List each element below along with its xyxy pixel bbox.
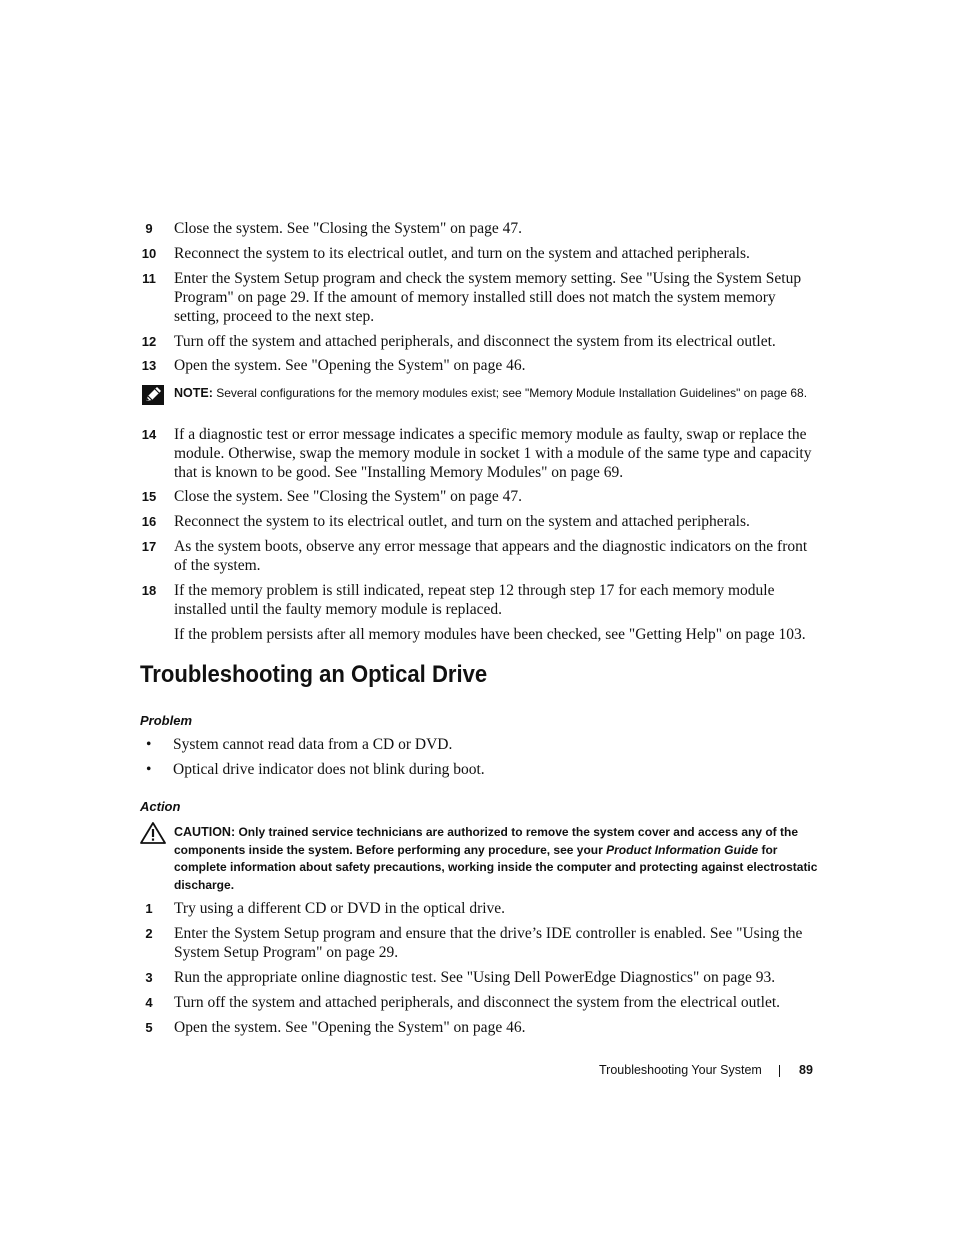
note-text: [174, 384, 818, 402]
bullet-text: Optical drive indicator does not blink during boot.: [173, 761, 485, 778]
step-text: Try using a different CD or DVD in the optical drive.: [174, 900, 506, 917]
note-label: NOTE:: [174, 386, 213, 400]
step-1: [138, 899, 818, 918]
step-number: 10: [141, 246, 157, 261]
step-9: [138, 219, 818, 238]
followup-paragraph: If the problem persists after all memory modules have been checked, see "Getting Help" on page 103.: [174, 626, 806, 643]
footer-chapter-title: Troubleshooting Your System: [599, 1063, 762, 1077]
step-text: As the system boots, observe any error message that appears and the diagnostic indicators on the front of the system.: [174, 538, 808, 574]
step-text: If the memory problem is still indicated, repeat step 12 through step 17 for each memory module installed until the faulty memory module is replaced.: [174, 582, 775, 618]
step-text: Turn off the system and attached peripherals, and disconnect the system from the electrical outlet.: [174, 994, 781, 1011]
step-11: [138, 269, 818, 326]
step-text: Run the appropriate online diagnostic test. See "Using Dell PowerEdge Diagnostics" on page 93.: [174, 969, 776, 986]
note-block: [138, 384, 818, 402]
step-text: Enter the System Setup program and ensure that the drive’s IDE controller is enabled. See "Using the System Setup Program" on page 29.: [174, 925, 803, 961]
caution-guide-title: Product Information Guide: [606, 842, 759, 857]
footer-divider: [779, 1065, 780, 1077]
problem-heading: Problem: [140, 713, 193, 728]
page-number: 89: [799, 1063, 813, 1077]
step-15: [138, 487, 818, 506]
bullet-text: System cannot read data from a CD or DVD.: [173, 736, 453, 753]
step-text: Enter the System Setup program and check the system memory setting. See "Using the System Setup Program" on page 29. If the amount of memory installed still does not match the system memory setting, proceed to the next step.: [174, 270, 802, 325]
step-3: [138, 968, 818, 987]
bullet-marker: •: [146, 736, 152, 753]
step-18: [138, 581, 818, 619]
step-text: Reconnect the system to its electrical outlet, and turn on the system and attached peripherals.: [174, 513, 750, 530]
warning-triangle-icon: [140, 822, 166, 844]
action-heading: Action: [140, 799, 181, 814]
step-number: 11: [142, 271, 156, 286]
step-17: [138, 537, 818, 575]
step-10: [138, 244, 818, 263]
note-pencil-icon: [142, 385, 164, 405]
step-text: Turn off the system and attached peripherals, and disconnect the system from its electrical outlet.: [174, 333, 776, 350]
problem-bullet: [146, 760, 816, 779]
step-16: [138, 512, 818, 531]
step-text: Close the system. See "Closing the System" on page 47.: [174, 220, 523, 237]
caution-body-2: for complete information about safety precautions, working inside the computer and protecting against electrostatic discharge.: [174, 842, 818, 892]
step-number: 14: [141, 427, 157, 442]
problem-bullet: [146, 735, 816, 754]
caution-body-1: Only trained service technicians are authorized to remove the system cover and access any of the components inside the system. Before performing any procedure, see your: [174, 825, 799, 857]
step-number: 13: [141, 358, 157, 373]
step-number: 18: [141, 583, 157, 598]
bullet-marker: •: [146, 761, 152, 778]
step-text: Open the system. See "Opening the System" on page 46.: [174, 1019, 526, 1036]
step-13: [138, 356, 818, 375]
caution-block: [138, 824, 818, 894]
step-text: If a diagnostic test or error message indicates a specific memory module as faulty, swap or replace the module. Otherwise, swap the memory module in socket 1 with a module of the same type and capacity that is known to be good. See "Installing Memory Modules" on page 69.: [174, 426, 812, 481]
step-text: Close the system. See "Closing the System" on page 47.: [174, 488, 523, 505]
caution-label: CAUTION:: [174, 825, 236, 839]
step-number: 3: [145, 970, 153, 985]
step-number: 16: [141, 514, 157, 529]
caution-text: [174, 824, 818, 894]
page-footer: [599, 1061, 819, 1081]
step-number: 9: [145, 221, 153, 236]
step-text: Reconnect the system to its electrical outlet, and turn on the system and attached peripherals.: [174, 245, 750, 262]
step-number: 4: [145, 995, 153, 1010]
step-5: [138, 1018, 818, 1037]
step-14: [138, 425, 818, 482]
step-number: 2: [145, 926, 153, 941]
step-number: 15: [141, 489, 157, 504]
note-body: Several configurations for the memory modules exist; see "Memory Module Installation Guidelines" on page 68.: [216, 386, 808, 400]
step-number: 17: [141, 539, 157, 554]
step-12: [138, 332, 818, 351]
step-4: [138, 993, 818, 1012]
step-number: 12: [141, 334, 157, 349]
step-text: Open the system. See "Opening the System" on page 46.: [174, 357, 526, 374]
section-title: Troubleshooting an Optical Drive: [140, 661, 488, 688]
step-2: [138, 924, 818, 962]
step-number: 1: [145, 901, 153, 916]
step-number: 5: [145, 1020, 153, 1035]
